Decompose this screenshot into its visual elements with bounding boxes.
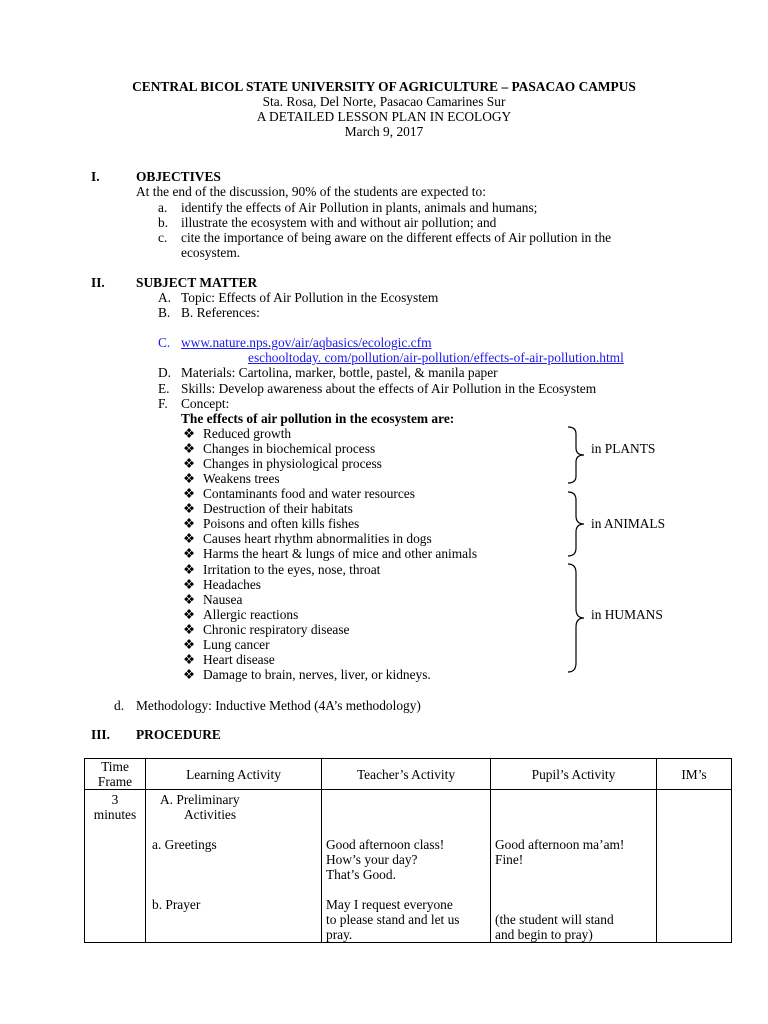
list-item: Contaminants food and water resources: [203, 486, 415, 501]
preliminary-heading-continued: Activities: [184, 807, 237, 822]
teacher-prayer-line: to please stand and let us: [326, 912, 460, 927]
column-header-ims: IM’s: [657, 759, 732, 790]
list-item: Lung cancer: [203, 637, 270, 652]
preliminary-heading: A. Preliminary: [160, 792, 240, 807]
procedure-table: [84, 758, 732, 943]
bullet-icon: ❖: [183, 637, 196, 652]
list-item: Weakens trees: [203, 471, 280, 486]
concept-text: Concept:: [181, 396, 230, 411]
pupil-prayer-line: (the student will stand: [495, 912, 614, 927]
methodology-marker: d.: [114, 698, 125, 713]
lesson-plan-title: A DETAILED LESSON PLAN IN ECOLOGY: [256, 109, 512, 124]
university-name: CENTRAL BICOL STATE UNIVERSITY OF AGRICULTURE – PASACAO CAMPUS: [132, 79, 636, 94]
bullet-icon: ❖: [183, 486, 196, 501]
objective-a-marker: a.: [158, 200, 168, 215]
bullet-icon: ❖: [183, 667, 196, 682]
materials-text: Materials: Cartolina, marker, bottle, pastel, & manila paper: [181, 365, 498, 380]
topic-marker: A.: [158, 290, 172, 305]
teacher-greeting-line: Good afternoon class!: [326, 837, 445, 852]
objective-b-text: illustrate the ecosystem with and without air pollution; and: [181, 215, 497, 230]
column-header-time-frame: Time Frame: [85, 759, 146, 790]
list-item: Reduced growth: [203, 426, 292, 441]
teacher-activity-cell: [322, 790, 491, 943]
reference-link-eschooltoday[interactable]: eschooltoday. com/pollution/air-pollution/effects-of-air-pollution.html: [248, 350, 624, 365]
prayer-label: b. Prayer: [152, 897, 201, 912]
table-header-row: [85, 759, 732, 790]
time-value: 3: [111, 792, 119, 807]
bullet-icon: ❖: [183, 501, 196, 516]
time-frame-cell: [85, 790, 146, 943]
pupil-activity-cell: [491, 790, 657, 943]
list-item: Changes in biochemical process: [203, 441, 376, 456]
list-item: Changes in physiological process: [203, 456, 382, 471]
concept-heading: The effects of air pollution in the ecosystem are:: [181, 411, 455, 426]
teacher-greeting-line: How’s your day?: [326, 852, 418, 867]
links-marker: C.: [158, 335, 171, 350]
list-item: Heart disease: [203, 652, 275, 667]
list-item: Headaches: [203, 577, 261, 592]
list-item: Poisons and often kills fishes: [203, 516, 360, 531]
reference-link-nature[interactable]: www.nature.nps.gov/air/aqbasics/ecologic.cfm: [181, 335, 432, 350]
bullet-icon: ❖: [183, 652, 196, 667]
ims-cell: [657, 790, 732, 943]
references-text: B. References:: [181, 305, 260, 320]
pupil-greeting-line: Fine!: [495, 852, 524, 867]
learning-activity-cell: [146, 790, 322, 943]
bullet-icon: ❖: [183, 426, 196, 441]
skills-text: Skills: Develop awareness about the effects of Air Pollution in the Ecosystem: [181, 381, 597, 396]
bullet-icon: ❖: [183, 562, 196, 577]
objective-a-text: identify the effects of Air Pollution in plants, animals and humans;: [181, 200, 538, 215]
objective-b-marker: b.: [158, 215, 169, 230]
table-row: [85, 790, 732, 943]
list-item: Allergic reactions: [203, 607, 299, 622]
bullet-icon: ❖: [183, 441, 196, 456]
objectives-numeral: I.: [91, 169, 100, 184]
skills-marker: E.: [158, 381, 170, 396]
list-item: Chronic respiratory disease: [203, 622, 350, 637]
bullet-icon: ❖: [183, 622, 196, 637]
topic-text: Topic: Effects of Air Pollution in the Ecosystem: [181, 290, 439, 305]
bullet-icon: ❖: [183, 531, 196, 546]
bullet-icon: ❖: [183, 456, 196, 471]
procedure-heading: PROCEDURE: [136, 727, 221, 742]
humans-label: in HUMANS: [591, 607, 663, 622]
plants-label: in PLANTS: [591, 441, 656, 456]
list-item: Causes heart rhythm abnormalities in dogs: [203, 531, 432, 546]
animals-label: in ANIMALS: [591, 516, 666, 531]
lesson-plan-date: March 9, 2017: [344, 124, 424, 139]
teacher-greeting-line: That’s Good.: [326, 867, 396, 882]
objective-c-text: cite the importance of being aware on the different effects of Air pollution in the: [181, 230, 612, 245]
pupil-greeting-line: Good afternoon ma’am!: [495, 837, 625, 852]
subject-matter-numeral: II.: [91, 275, 105, 290]
greetings-label: a. Greetings: [152, 837, 217, 852]
list-item: Destruction of their habitats: [203, 501, 353, 516]
column-header-pupil-activity: Pupil’s Activity: [491, 759, 657, 790]
time-unit: minutes: [93, 807, 137, 822]
bullet-icon: ❖: [183, 471, 196, 486]
plants-brace-icon: [566, 426, 586, 484]
materials-marker: D.: [158, 365, 172, 380]
bullet-icon: ❖: [183, 546, 196, 561]
humans-brace-icon: [566, 563, 586, 673]
references-marker: B.: [158, 305, 171, 320]
concept-marker: F.: [158, 396, 168, 411]
column-header-teacher-activity: Teacher’s Activity: [322, 759, 491, 790]
pupil-prayer-line: and begin to pray): [495, 927, 593, 942]
bullet-icon: ❖: [183, 516, 196, 531]
bullet-icon: ❖: [183, 577, 196, 592]
column-header-learning-activity: Learning Activity: [146, 759, 322, 790]
bullet-icon: ❖: [183, 592, 196, 607]
objective-c-text-continued: ecosystem.: [181, 245, 241, 260]
list-item: Damage to brain, nerves, liver, or kidneys.: [203, 667, 431, 682]
bullet-icon: ❖: [183, 607, 196, 622]
teacher-prayer-line: pray.: [326, 927, 353, 942]
objective-c-marker: c.: [158, 230, 168, 245]
procedure-numeral: III.: [91, 727, 110, 742]
list-item: Nausea: [203, 592, 243, 607]
list-item: Harms the heart & lungs of mice and other animals: [203, 546, 478, 561]
methodology-text: Methodology: Inductive Method (4A’s methodology): [136, 698, 421, 713]
objectives-intro: At the end of the discussion, 90% of the students are expected to:: [136, 184, 486, 199]
subject-matter-heading: SUBJECT MATTER: [136, 275, 258, 290]
teacher-prayer-line: May I request everyone: [326, 897, 453, 912]
campus-address: Sta. Rosa, Del Norte, Pasacao Camarines Sur: [262, 94, 506, 109]
animals-brace-icon: [566, 491, 586, 557]
list-item: Irritation to the eyes, nose, throat: [203, 562, 381, 577]
objectives-heading: OBJECTIVES: [136, 169, 221, 184]
